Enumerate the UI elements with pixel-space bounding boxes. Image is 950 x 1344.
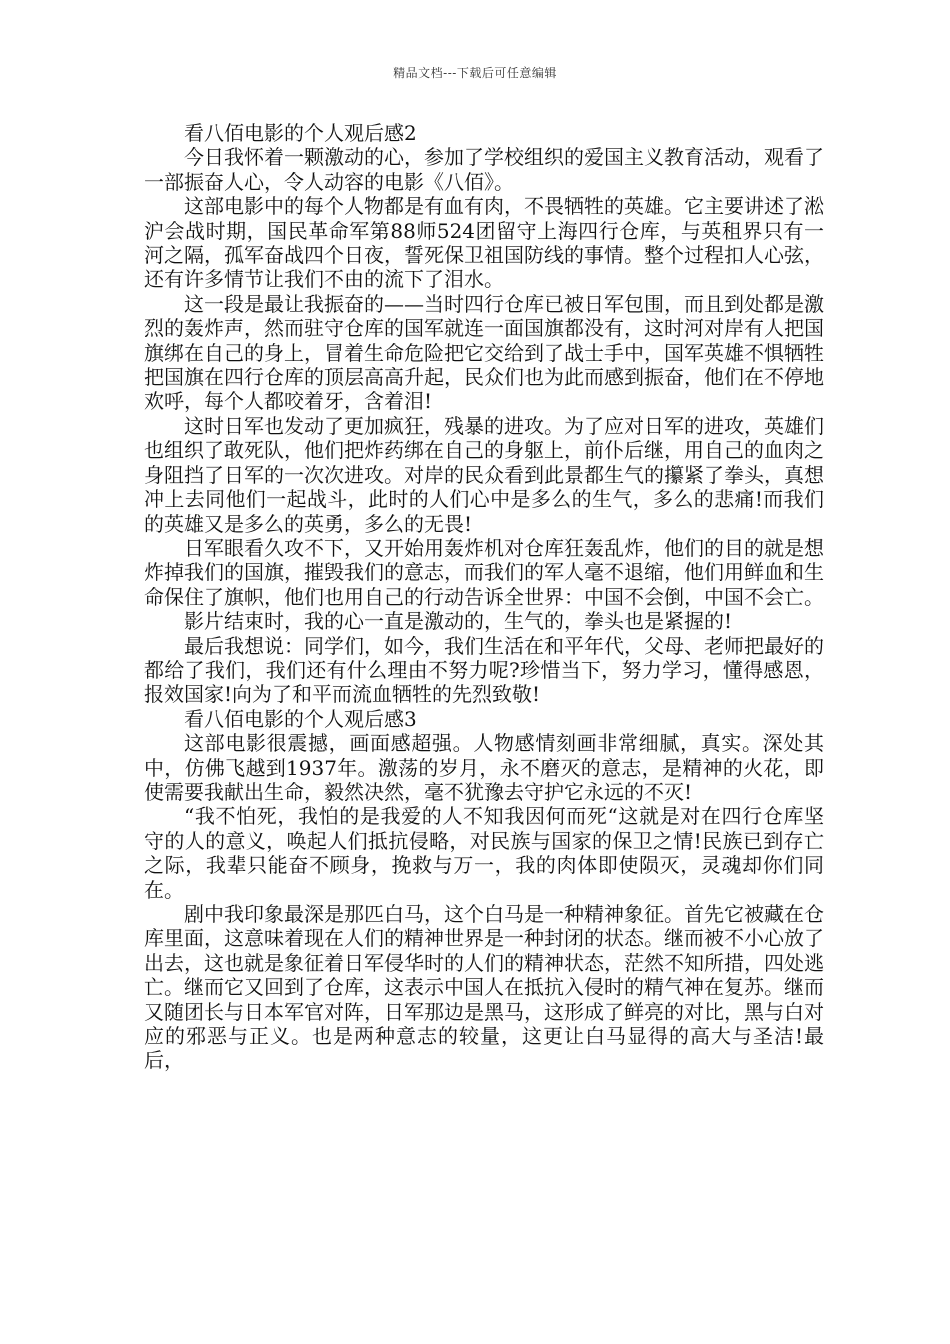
paragraph: 这部电影中的每个人物都是有血有肉，不畏牺牲的英雄。它主要讲述了淞沪会战时期，国民革命军第88师524团留守上海四行仓库，与英租界只有一河之隔，孤军奋战四个日夜，誓死保卫祖国防线的事情。整个过程扣人心弦，还有许多情节让我们不由的流下了泪水。	[144, 194, 824, 292]
article-title-2: 看八佰电影的个人观后感2	[184, 121, 417, 145]
paragraph: 影片结束时，我的心一直是激动的，生气的，拳头也是紧握的!	[184, 609, 733, 634]
paragraph: 这一段是最让我振奋的——当时四行仓库已被日军包围，而且到处都是激烈的轰炸声，然而驻守仓库的国军就连一面国旗都没有，这时河对岸有人把国旗绑在自己的身上，冒着生命危险把它交给到了战士手中，国军英雄不惧牺牲把国旗在四行仓库的顶层高高升起，民众们也为此而感到振奋，他们在不停地欢呼，每个人都咬着牙，含着泪!	[144, 291, 824, 414]
header-note: 精品文档---下载后可任意编辑	[393, 66, 557, 80]
paragraph: 最后我想说：同学们，如今，我们生活在和平年代，父母、老师把最好的都给了我们，我们还有什么理由不努力呢?珍惜当下，努力学习，懂得感恩，报效国家!向为了和平而流血牺牲的先烈致敬!	[144, 633, 824, 707]
article-title-3: 看八佰电影的个人观后感3	[184, 706, 417, 731]
paragraph: 这部电影很震撼，画面感超强。人物感情刻画非常细腻，真实。深处其中，仿佛飞越到1937年。激荡的岁月，永不磨灭的意志，是精神的火花，即使需要我献出生命，毅然决然，毫不犹豫去守护它永远的不灭!	[144, 731, 824, 804]
paragraph: 这时日军也发动了更加疯狂，残暴的进攻。为了应对日军的进攻，英雄们也组织了敢死队，他们把炸药绑在自己的身躯上，前仆后继，用自己的血肉之身阻挡了日军的一次次进攻。对岸的民众看到此景都生气的攥紧了拳头，真想冲上去同他们一起战斗，此时的人们心中是多么的生气，多么的悲痛!而我们的英雄又是多么的英勇，多么的无畏!	[144, 413, 824, 536]
paragraph: 日军眼看久攻不下，又开始用轰炸机对仓库狂轰乱炸，他们的目的就是想炸掉我们的国旗，摧毁我们的意志，而我们的军人毫不退缩，他们用鲜血和生命保住了旗帜，他们也用自己的行动告诉全世界：中国不会倒，中国不会亡。	[144, 535, 824, 609]
article-body	[144, 121, 824, 1073]
paragraph: 剧中我印象最深是那匹白马，这个白马是一种精神象征。首先它被藏在仓库里面，这意味着现在人们的精神世界是一种封闭的状态。继而被不小心放了出去，这也就是象征着日军侵华时的人们的精神状态，茫然不知所措，四处逃亡。继而它又回到了仓库，这表示中国人在抵抗入侵时的精气神在复苏。继而又随团长与日本军官对阵，日军那边是黑马，这形成了鲜亮的对比，黑与白对应的邪恶与正义。也是两种意志的较量，这更让白马显得的高大与圣洁!最后，	[144, 902, 824, 1073]
paragraph: “我不怕死，我怕的是我爱的人不知我因何而死“这就是对在四行仓库坚守的人的意义，唤起人们抵抗侵略，对民族与国家的保卫之情!民族已到存亡之际，我辈只能奋不顾身，挽救与万一，我的肉体即使陨灭，灵魂却你们同在。	[144, 804, 824, 902]
paragraph: 今日我怀着一颗激动的心，参加了学校组织的爱国主义教育活动，观看了一部振奋人心，令人动容的电影《八佰》。	[144, 145, 824, 194]
